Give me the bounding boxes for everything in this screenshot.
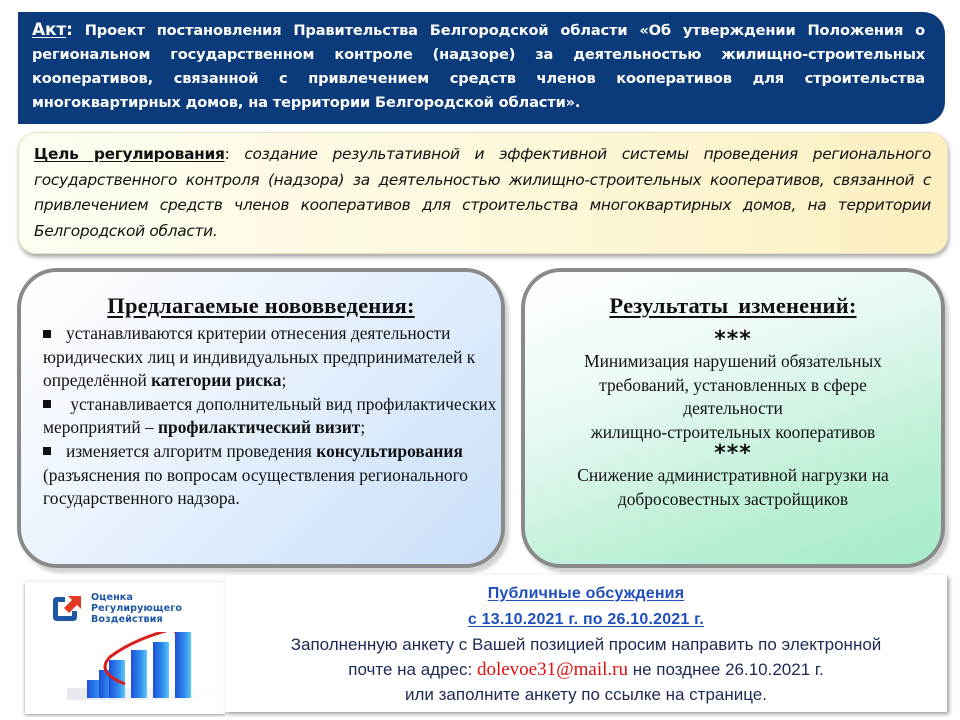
- orv-logo-mark-icon: [51, 594, 83, 624]
- proposals-list: [43, 322, 501, 511]
- result-line: требований, установленных в сфере: [599, 374, 867, 395]
- list-item: [43, 393, 501, 440]
- goal-colon: :: [224, 145, 245, 163]
- list-item: [43, 440, 501, 511]
- results-title: Результаты изменений:: [609, 293, 857, 318]
- proposals-panel: [17, 268, 505, 568]
- item-text: устанавливаются критерии отнесения деятельности юридических лиц и индивидуальных предпринимателей к определённой: [43, 323, 476, 391]
- logo-line: Регулирующего: [91, 603, 183, 614]
- result-line: добросовестных застройщиков: [617, 488, 849, 509]
- result-line: Снижение административной нагрузки на: [577, 465, 889, 486]
- item-text: устанавливается дополнительный вид профилактических мероприятий –: [43, 393, 497, 438]
- goal-label: Цель регулирования: [34, 145, 225, 163]
- discussion-title-link[interactable]: Публичные обсуждения: [487, 585, 685, 602]
- discussion-email-line: [225, 657, 947, 682]
- act-banner: [18, 12, 945, 124]
- discussion-title-line: [225, 580, 947, 606]
- result-line: жилищно-строительных кооперативов: [590, 421, 876, 442]
- discussion-dates-line: [225, 606, 947, 632]
- act-colon: :: [66, 20, 73, 40]
- logo-line: Оценка: [91, 592, 133, 603]
- goal-text: создание результативной и эффективной системы проведения регионального государственного контроля (надзора) за деятельностью жилищно-строительных кооперативов, связанной с привлечением средств членов кооперативов для строительства многоквартирных домов, на территории Белгородской области.: [34, 145, 932, 240]
- item-text-after: ;: [360, 417, 366, 438]
- orv-logo: [25, 582, 225, 714]
- regulation-goal-box: [18, 132, 948, 254]
- item-text-after: ;: [281, 370, 287, 391]
- list-item: [43, 322, 501, 393]
- square-bullet-icon: [43, 400, 51, 408]
- orv-logo-text: [91, 592, 182, 625]
- proposals-title: Предлагаемые нововведения:: [107, 293, 415, 318]
- item-highlight: профилактический визит: [158, 417, 361, 438]
- item-highlight: консультирования: [316, 440, 463, 461]
- separator-stars: ***: [714, 441, 752, 467]
- email-link[interactable]: dolevoe31@mail.ru: [476, 659, 628, 680]
- email-suffix: не позднее 26.10.2021 г.: [627, 660, 824, 679]
- result-item: [525, 464, 941, 511]
- public-discussion-box: [225, 575, 947, 712]
- item-highlight: категории риска: [151, 370, 282, 391]
- result-line: деятельности: [683, 398, 783, 419]
- result-item: [525, 350, 941, 444]
- email-prefix: почте на адрес:: [348, 660, 477, 679]
- result-line: Минимизация нарушений обязательных: [584, 351, 882, 371]
- discussion-instructions: Заполненную анкету с Вашей позицией просим направить по электронной: [290, 635, 882, 654]
- square-bullet-icon: [43, 447, 51, 455]
- act-label: Акт: [32, 20, 67, 40]
- item-text: изменяется алгоритм проведения: [66, 440, 317, 461]
- item-text-after: (разъяснения по вопросам осуществления регионального государственного надзора.: [43, 464, 468, 509]
- discussion-dates-link[interactable]: с 13.10.2021 г. по 26.10.2021 г.: [467, 611, 705, 628]
- act-text: Проект постановления Правительства Белгородской области «Об утверждении Положения о региональном государственном контроле (надзоре) за деятельностью жилищно-строительных кооперативов, связанной с привлечением средств членов кооперативов для строительства многоквартирных домов, на территории Белгородской области».: [32, 22, 925, 111]
- discussion-alternative: или заполните анкету по ссылке на странице.: [404, 685, 767, 704]
- growth-chart-icon: [65, 632, 225, 708]
- results-panel: [521, 268, 945, 568]
- separator-stars: ***: [714, 327, 752, 352]
- logo-line: Воздействия: [91, 614, 163, 625]
- square-bullet-icon: [43, 330, 51, 338]
